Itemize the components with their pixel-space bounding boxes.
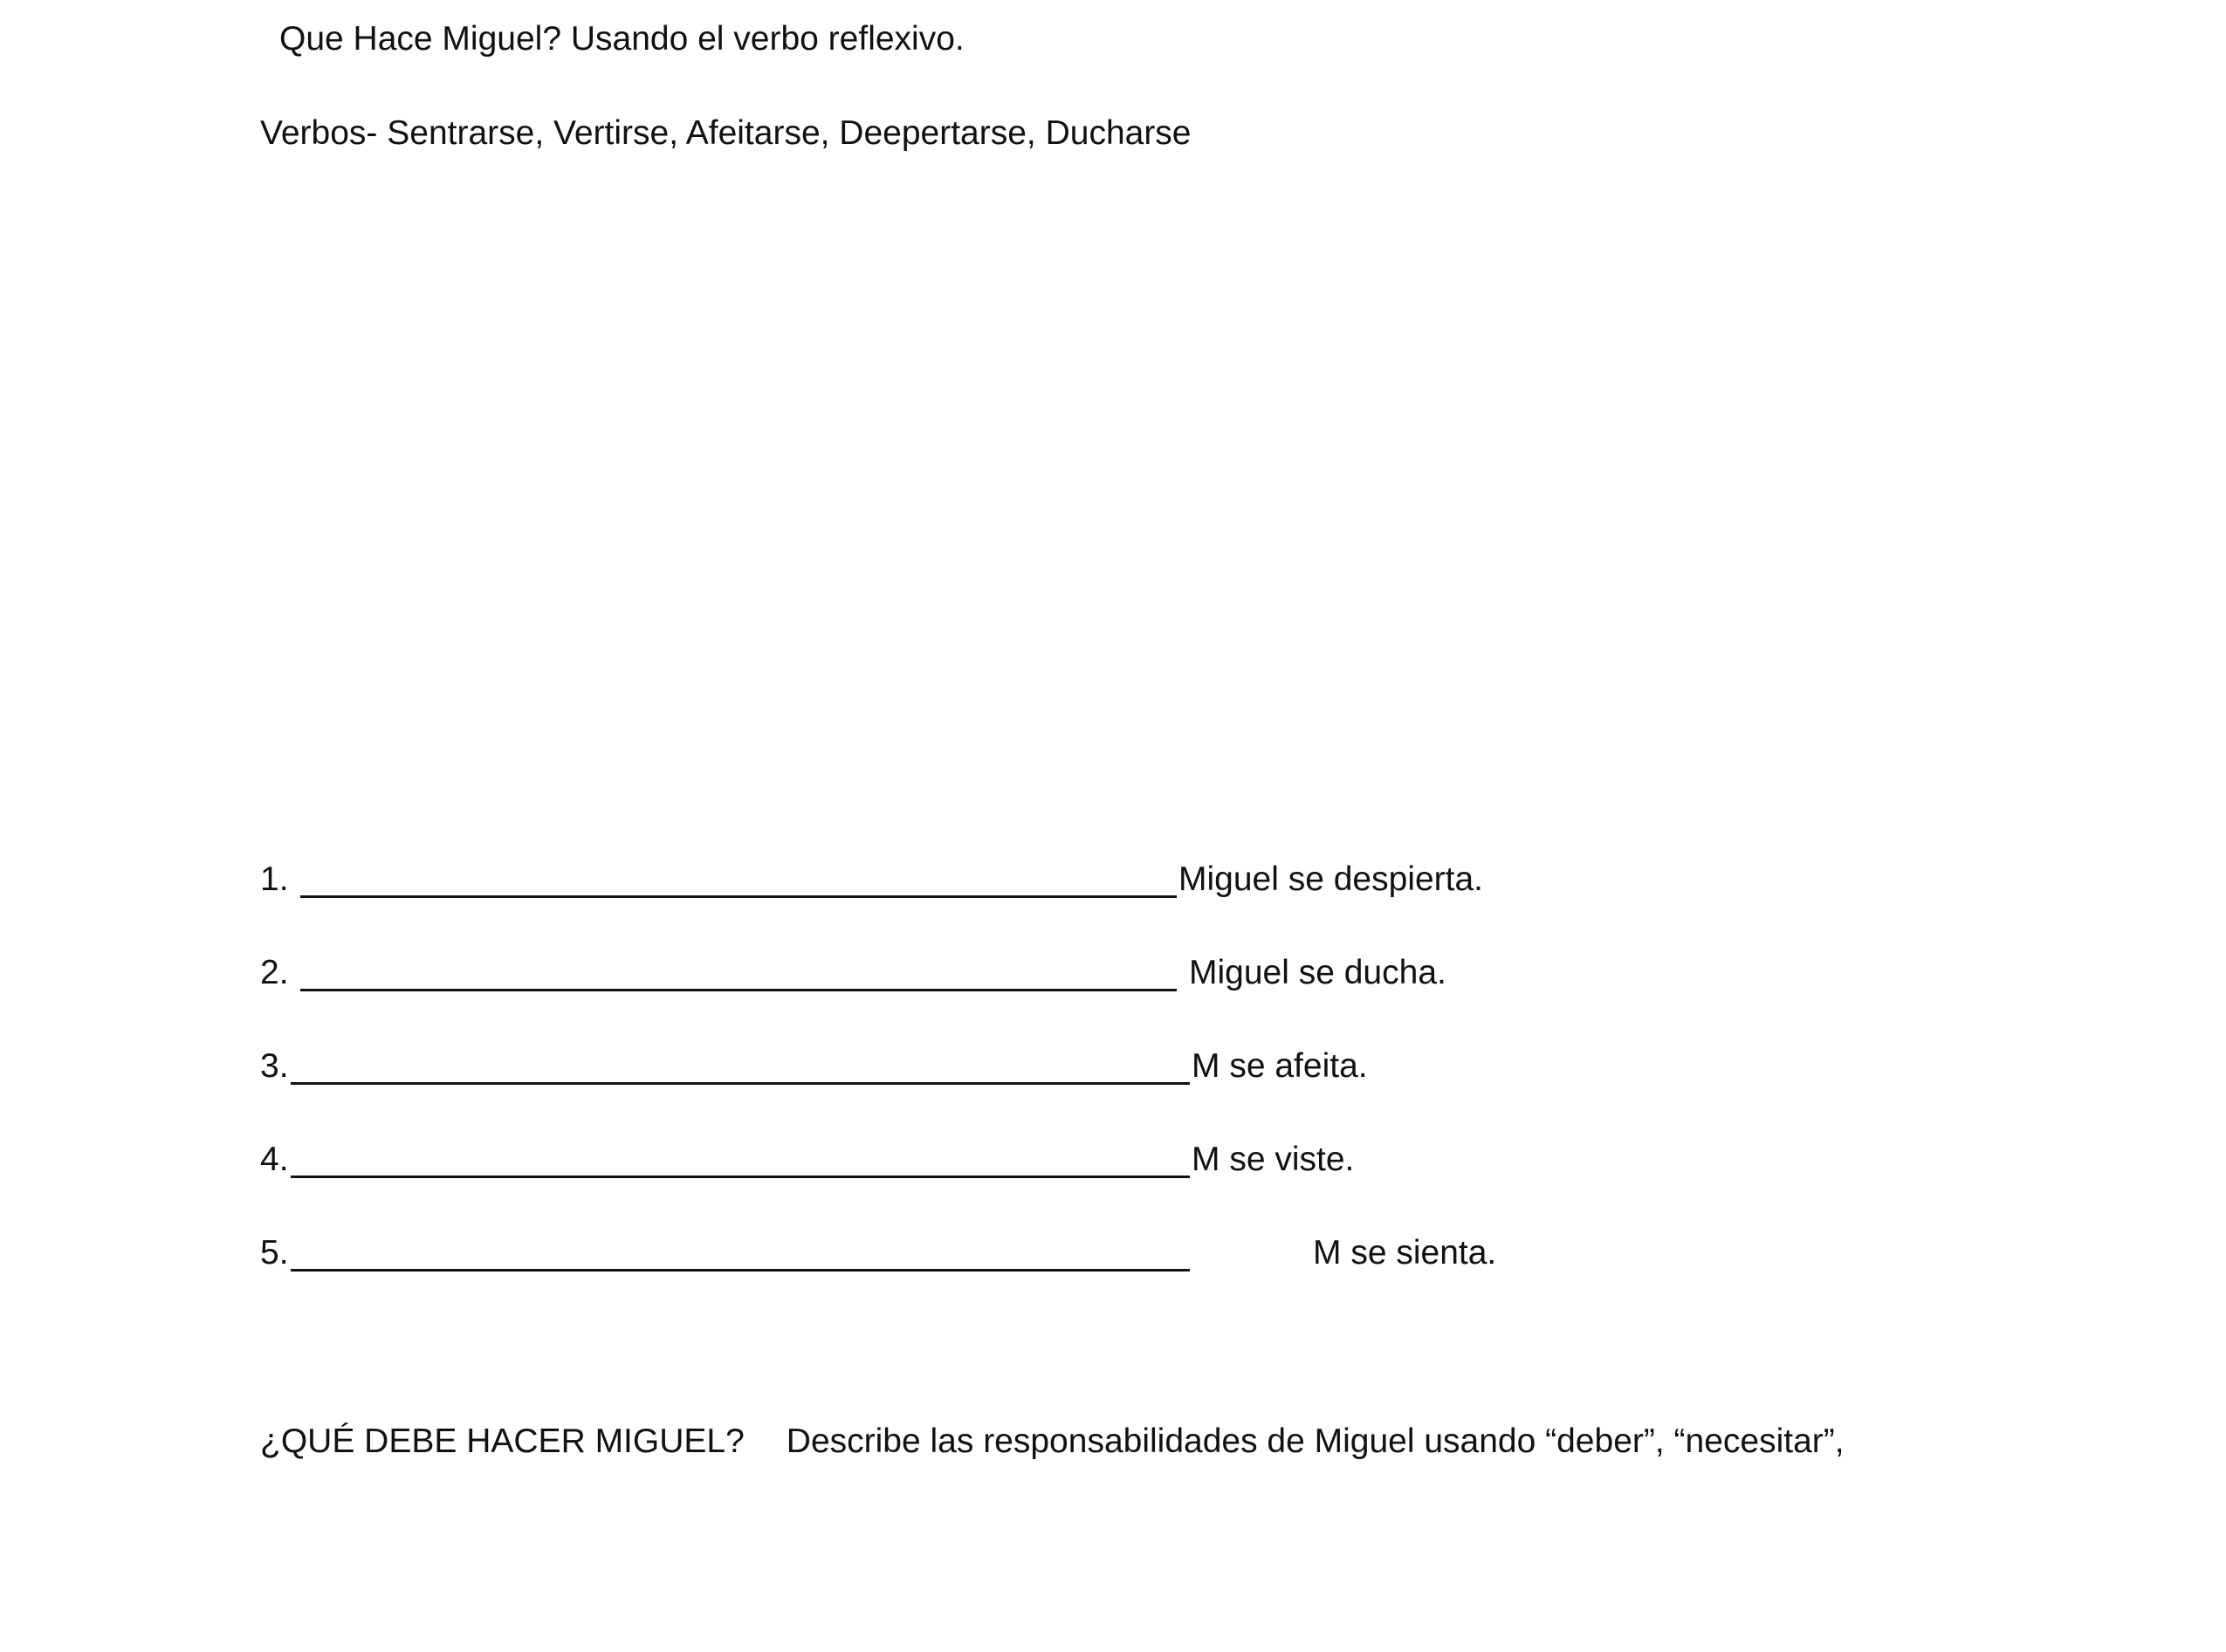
verbs-list: Verbos- Sentrarse, Vertirse, Afeitarse, Deepertarse, Ducharse (260, 114, 1192, 152)
question-description: Describe las responsabilidades de Miguel usando “deber”, “necesitar”, (786, 1422, 1845, 1460)
page-title: Que Hace Miguel? Usando el verbo reflexivo. (279, 20, 965, 58)
item-sentence: Miguel se ducha. (1189, 954, 1446, 991)
item-number: 5. (260, 1234, 289, 1272)
exercise-item-1 (260, 858, 1484, 901)
item-number: 2. (260, 954, 289, 991)
exercise-item-2 (260, 951, 1446, 995)
exercise-item-3 (260, 1045, 1368, 1088)
item-number: 1. (260, 860, 289, 898)
exercise-item-5 (260, 1231, 1497, 1275)
question-title: ¿QUÉ DEBE HACER MIGUEL? (260, 1422, 745, 1460)
exercise-item-4 (260, 1138, 1355, 1182)
item-sentence: Miguel se despierta. (1178, 860, 1484, 898)
answer-blank[interactable] (291, 1269, 1190, 1272)
answer-blank[interactable] (291, 1176, 1190, 1178)
answer-blank[interactable] (291, 1082, 1190, 1085)
item-sentence: M se viste. (1192, 1141, 1355, 1178)
item-sentence: M se afeita. (1192, 1047, 1368, 1085)
item-number: 3. (260, 1047, 289, 1085)
section-question-2 (260, 1420, 1845, 1463)
item-sentence: M se sienta. (1313, 1234, 1497, 1272)
answer-blank[interactable] (300, 895, 1177, 898)
item-number: 4. (260, 1141, 289, 1178)
answer-blank[interactable] (300, 989, 1177, 991)
